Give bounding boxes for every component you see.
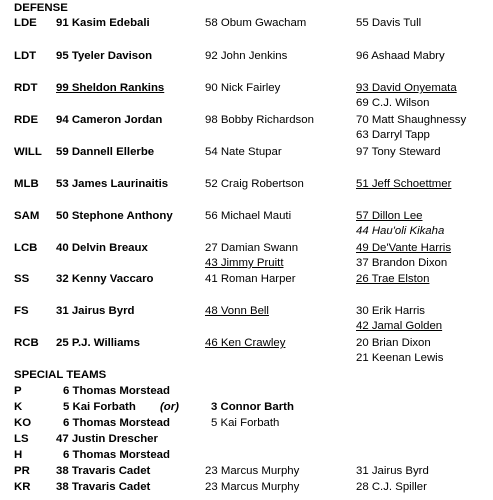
second-string-name-link[interactable]: 48 Vonn Bell [205,305,269,317]
position-label: SS [14,273,30,285]
starter-name: 95 Tyeler Davison [56,50,153,62]
position-label: LCB [14,242,38,254]
position-label: SAM [14,210,40,222]
third-string-name: 31 Jairus Byrd [356,465,429,477]
or-label: (or) [160,401,179,413]
starter-name: 40 Delvin Breaux [56,242,148,254]
position-label: LDE [14,17,37,29]
third-string-name-link[interactable]: 42 Jamal Golden [356,320,443,332]
third-string-name-link[interactable]: 93 David Onyemata [356,82,457,94]
third-string-name-link[interactable]: 51 Jeff Schoettmer [356,178,452,190]
starter-name: 6 Thomas Morstead [63,417,170,429]
starter-name: 32 Kenny Vaccaro [56,273,154,285]
third-string-name: 55 Davis Tull [356,17,422,29]
starter-name: 38 Travaris Cadet [56,481,151,493]
starter-name: 31 Jairus Byrd [56,305,135,317]
third-string-name-link[interactable]: 57 Dillon Lee [356,210,423,222]
third-string-name: 97 Tony Steward [356,146,441,158]
starter-name: 6 Thomas Morstead [63,385,170,397]
starter-name: 47 Justin Drescher [56,433,158,445]
third-string-name: 44 Hau'oli Kikaha [356,225,445,237]
position-label: RDE [14,114,39,126]
starter-name: 94 Cameron Jordan [56,114,163,126]
position-label: WILL [14,146,42,158]
position-label: MLB [14,178,39,190]
third-string-name: 70 Matt Shaughnessy [356,114,467,126]
second-string-name: 27 Damian Swann [205,242,299,254]
position-label: RCB [14,337,39,349]
second-string-name: 23 Marcus Murphy [205,481,300,493]
position-label: KR [14,481,31,493]
third-string-name-link[interactable]: 26 Trae Elston [356,273,430,285]
second-string-name: 98 Bobby Richardson [205,114,314,126]
starter-name: 50 Stephone Anthony [56,210,173,222]
position-label: P [14,385,22,397]
starter-name: 6 Thomas Morstead [63,449,170,461]
second-string-name-link[interactable]: 43 Jimmy Pruitt [205,257,284,269]
starter-name: 91 Kasim Edebali [56,17,150,29]
second-string-name: 90 Nick Fairley [205,82,281,94]
position-label: LS [14,433,29,445]
third-string-name-link[interactable]: 49 De'Vante Harris [356,242,452,254]
second-string-name: 58 Obum Gwacham [205,17,307,29]
second-string-name: 54 Nate Stupar [205,146,282,158]
third-string-name: 63 Darryl Tapp [356,129,430,141]
second-string-name: 41 Roman Harper [205,273,296,285]
third-string-name: 30 Erik Harris [356,305,425,317]
second-string-name: 23 Marcus Murphy [205,465,300,477]
position-label: PR [14,465,30,477]
third-string-name: 20 Brian Dixon [356,337,431,349]
position-label: FS [14,305,29,317]
special-teams-header: SPECIAL TEAMS [14,369,107,381]
co-starter-name: 3 Connor Barth [211,401,294,413]
defense-header: DEFENSE [14,2,68,14]
third-string-name: 37 Brandon Dixon [356,257,448,269]
starter-name: 5 Kai Forbath [63,401,136,413]
third-string-name: 96 Ashaad Mabry [356,50,445,62]
starter-name: 25 P.J. Williams [56,337,140,349]
starter-name-link[interactable]: 99 Sheldon Rankins [56,82,165,94]
third-string-name: 21 Keenan Lewis [356,352,444,364]
second-string-name: 92 John Jenkins [205,50,288,62]
starter-name: 59 Dannell Ellerbe [56,146,155,158]
second-string-name: 52 Craig Robertson [205,178,304,190]
starter-name: 38 Travaris Cadet [56,465,151,477]
second-string-name: 5 Kai Forbath [211,417,280,429]
second-string-name-link[interactable]: 46 Ken Crawley [205,337,286,349]
position-label: RDT [14,82,38,94]
second-string-name: 56 Michael Mauti [205,210,292,222]
position-label: LDT [14,50,37,62]
position-label: H [14,449,23,461]
third-string-name: 28 C.J. Spiller [356,481,427,493]
third-string-name: 69 C.J. Wilson [356,97,430,109]
position-label: KO [14,417,32,429]
position-label: K [14,401,23,413]
starter-name: 53 James Laurinaitis [56,178,169,190]
